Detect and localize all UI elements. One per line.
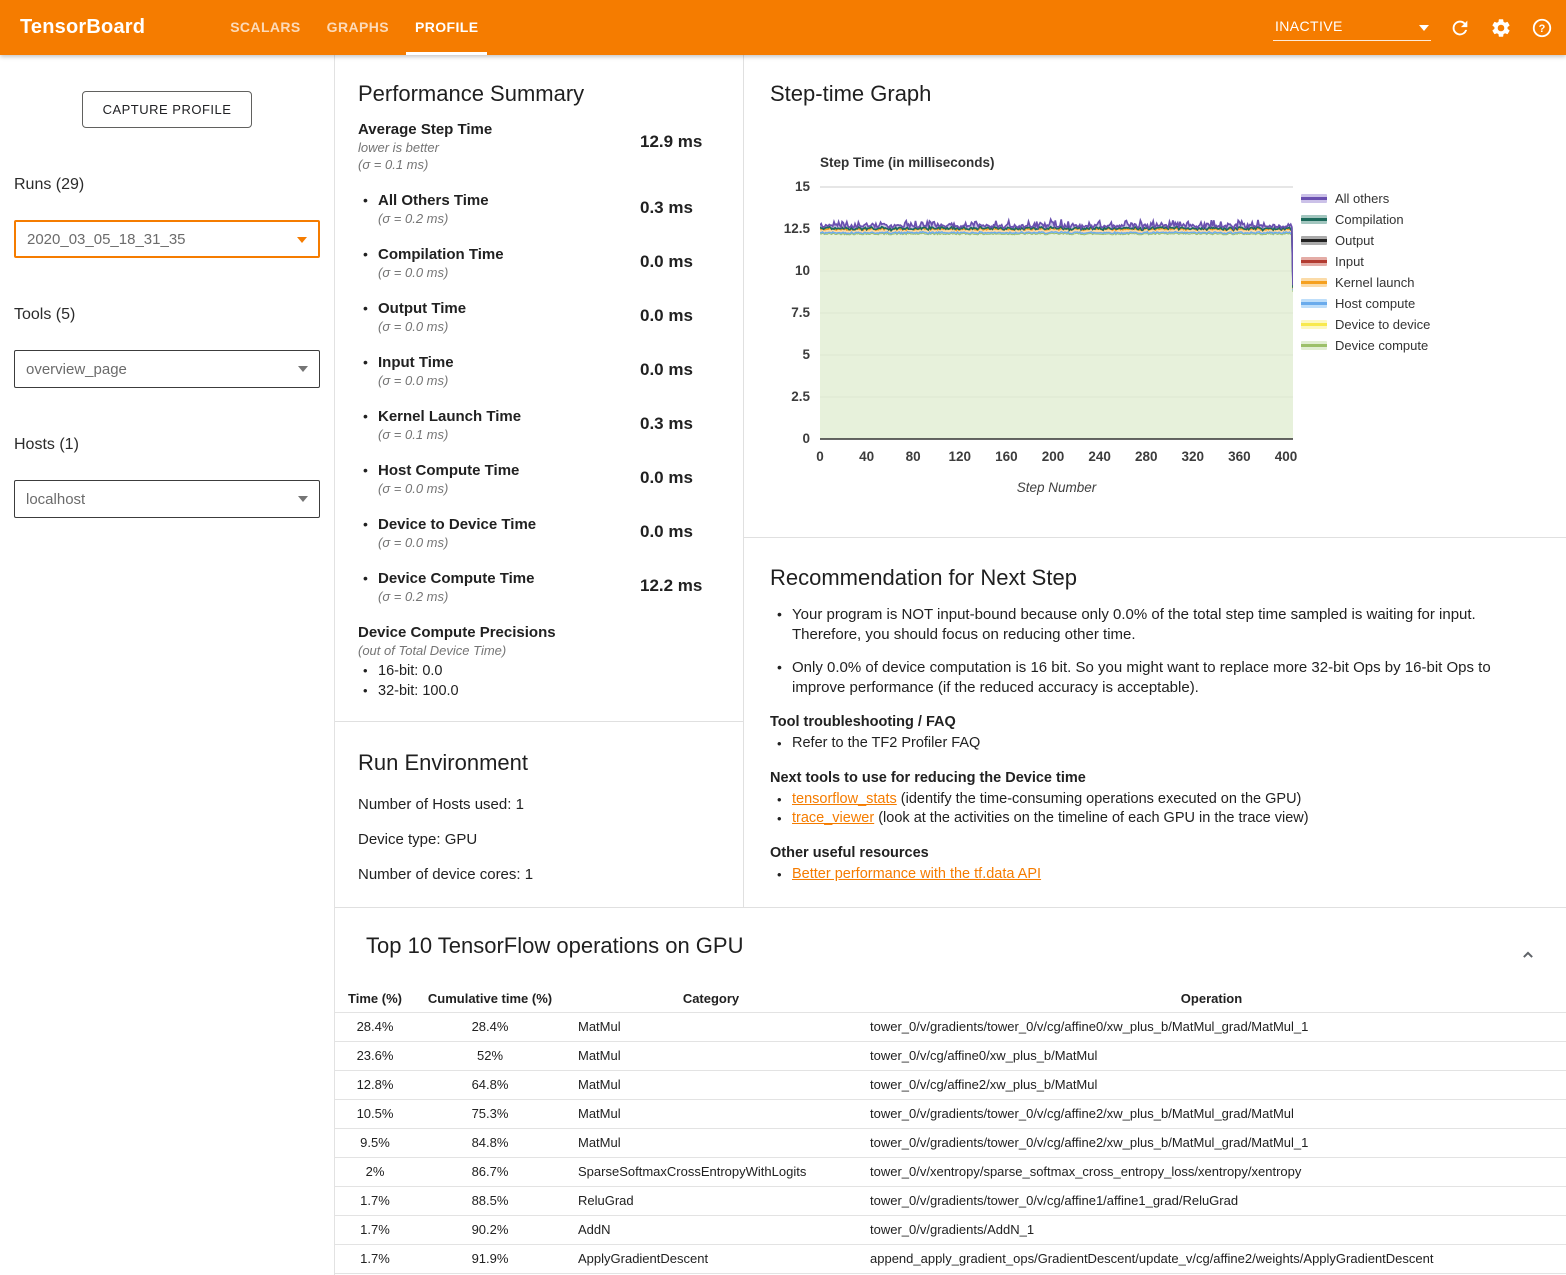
- metric-row: [358, 515, 743, 551]
- cell-category: MatMul: [565, 1070, 857, 1099]
- recommendation-list: [770, 790, 1536, 828]
- step-time-chart: [744, 150, 1566, 530]
- capture-profile-button[interactable]: CAPTURE PROFILE: [82, 91, 253, 128]
- metric-value: 0.0 ms: [640, 360, 693, 379]
- metric-label: Device to Device Time: [378, 516, 537, 533]
- legend-item: [1301, 230, 1430, 251]
- step-time-graph-title: Step-time Graph: [770, 81, 932, 106]
- cell-operation: tower_0/v/cg/affine0/xw_plus_b/MatMul: [857, 1041, 1566, 1070]
- cell-category: MatMul: [565, 1128, 857, 1157]
- bullet: •: [363, 300, 368, 316]
- hosts-label: Hosts (1): [14, 436, 79, 453]
- metric-label: Output Time: [378, 300, 467, 317]
- status-dropdown-value: INACTIVE: [1275, 18, 1343, 34]
- tools-select[interactable]: [14, 350, 320, 388]
- cell-cumulative-time: 75.3%: [415, 1099, 565, 1128]
- metric-sigma: (σ = 0.0 ms): [378, 319, 449, 334]
- recommendation-item: [770, 734, 1536, 753]
- run-environment-line: Number of Hosts used: 1: [358, 796, 524, 813]
- table-row: [335, 1070, 1566, 1099]
- y-axis-tick-label: 7.5: [791, 305, 810, 320]
- y-axis-tick-label: 0: [802, 431, 810, 446]
- cell-cumulative-time: 86.7%: [415, 1157, 565, 1186]
- x-axis-tick-label: 120: [948, 449, 972, 464]
- legend-label: Kernel launch: [1335, 275, 1415, 290]
- cell-cumulative-time: 64.8%: [415, 1070, 565, 1099]
- top-ops-section: [335, 908, 1566, 1274]
- legend-swatch: [1301, 320, 1327, 329]
- metric-value: 0.3 ms: [640, 414, 693, 433]
- metric-note: lower is better: [358, 140, 439, 155]
- metric-row: [358, 245, 743, 281]
- metric-value: 0.0 ms: [640, 522, 693, 541]
- legend-item: [1301, 251, 1430, 272]
- x-axis-tick-label: 240: [1088, 449, 1111, 464]
- recommendation-link[interactable]: tensorflow_stats: [792, 791, 897, 807]
- table-column-header: Cumulative time (%): [415, 985, 565, 1012]
- x-axis-tick-label: 40: [859, 449, 875, 464]
- metric-sigma: (σ = 0.1 ms): [358, 157, 429, 172]
- cell-time: 1.7%: [335, 1186, 415, 1215]
- legend-label: Compilation: [1335, 212, 1404, 227]
- top-ops-title: Top 10 TensorFlow operations on GPU: [366, 933, 744, 958]
- legend-swatch: [1301, 257, 1327, 266]
- legend-item: [1301, 188, 1430, 209]
- legend-swatch: [1301, 341, 1327, 350]
- metric-label: Average Step Time: [358, 121, 493, 138]
- app-title: TensorBoard: [20, 16, 146, 38]
- list-item: • 16-bit: 0.0: [358, 661, 743, 681]
- runs-select-value: 2020_03_05_18_31_35: [27, 230, 186, 248]
- cell-cumulative-time: 90.2%: [415, 1215, 565, 1244]
- run-environment-line: Device type: GPU: [358, 831, 478, 848]
- y-axis-tick-label: 5: [802, 347, 810, 362]
- metric-sigma: (σ = 0.0 ms): [378, 265, 449, 280]
- app-header: [0, 0, 1566, 55]
- tab-profile[interactable]: PROFILE: [402, 0, 491, 55]
- collapse-chevron-up-icon[interactable]: [1516, 943, 1540, 967]
- tools-select-value: overview_page: [26, 360, 127, 378]
- legend-item: [1301, 293, 1430, 314]
- legend-label: Input: [1335, 254, 1364, 269]
- y-axis-tick-label: 10: [794, 263, 810, 278]
- y-axis-tick-label: 15: [794, 179, 810, 194]
- cell-time: 2%: [335, 1157, 415, 1186]
- legend-item: [1301, 272, 1430, 293]
- recommendation-item: [770, 790, 1536, 809]
- cell-cumulative-time: 88.5%: [415, 1186, 565, 1215]
- table-row: [335, 1128, 1566, 1157]
- cell-category: MatMul: [565, 1099, 857, 1128]
- cell-operation: tower_0/v/gradients/tower_0/v/cg/affine2/xw_plus_b/MatMul_grad/MatMul: [857, 1099, 1566, 1128]
- metric-label: Compilation Time: [378, 246, 504, 263]
- tools-label: Tools (5): [14, 306, 76, 323]
- metric-label: Host Compute Time: [378, 462, 520, 479]
- cell-category: AddN: [565, 1215, 857, 1244]
- cell-operation: tower_0/v/xentropy/sparse_softmax_cross_entropy_loss/xentropy/xentropy: [857, 1157, 1566, 1186]
- performance-summary-title: Performance Summary: [358, 81, 585, 106]
- hosts-select[interactable]: [14, 480, 320, 518]
- metric-sigma: (σ = 0.0 ms): [378, 535, 449, 550]
- legend-label: Device compute: [1335, 338, 1429, 353]
- bullet: •: [363, 354, 368, 370]
- metric-sigma: (σ = 0.0 ms): [378, 481, 449, 496]
- metric-value: 0.0 ms: [640, 306, 693, 325]
- metric-value: 12.2 ms: [640, 576, 703, 595]
- recommendation-list: [770, 734, 1536, 753]
- hosts-select-value: localhost: [26, 490, 86, 508]
- x-axis-title: Step Number: [1016, 480, 1097, 495]
- legend-swatch: [1301, 194, 1327, 203]
- average-step-time-row: [358, 120, 743, 173]
- metric-row: [358, 407, 743, 443]
- metric-label: Device Compute Time: [378, 570, 535, 587]
- metric-value: 0.0 ms: [640, 252, 693, 271]
- table-header-row: [335, 985, 1566, 1012]
- cell-time: 23.6%: [335, 1041, 415, 1070]
- cell-cumulative-time: 91.9%: [415, 1244, 565, 1273]
- cell-cumulative-time: 52%: [415, 1041, 565, 1070]
- x-axis-tick-label: 400: [1274, 449, 1298, 464]
- bullet: •: [363, 408, 368, 424]
- cell-operation: tower_0/v/gradients/tower_0/v/cg/affine0/xw_plus_b/MatMul_grad/MatMul_1: [857, 1012, 1566, 1041]
- metric-row: [358, 569, 743, 605]
- precisions-note: (out of Total Device Time): [358, 643, 507, 658]
- legend-swatch: [1301, 215, 1327, 224]
- table-row: [335, 1244, 1566, 1273]
- bullet: •: [363, 570, 368, 586]
- runs-label: Runs (29): [14, 176, 85, 193]
- table-column-header: Operation: [857, 985, 1566, 1012]
- metric-row: [358, 353, 743, 389]
- recommendation-subheading: Other useful resources: [770, 845, 929, 861]
- metric-sigma: (σ = 0.2 ms): [378, 589, 449, 604]
- metric-label: Kernel Launch Time: [378, 408, 522, 425]
- cell-operation: tower_0/v/gradients/AddN_1: [857, 1215, 1566, 1244]
- bullet: •: [363, 192, 368, 208]
- step-time-graph-section: [744, 55, 1566, 538]
- recommendation-title: Recommendation for Next Step: [770, 565, 1077, 590]
- metric-row: [358, 191, 743, 227]
- header-controls: [1273, 0, 1554, 55]
- recommendation-subsections: [770, 713, 1536, 884]
- metric-label: Input Time: [378, 354, 454, 371]
- legend-swatch: [1301, 278, 1327, 287]
- run-environment-title: Run Environment: [358, 750, 528, 775]
- recommendation-subheading: Next tools to use for reducing the Device time: [770, 770, 1086, 786]
- chevron-down-icon: [298, 366, 308, 372]
- legend-swatch: [1301, 299, 1327, 308]
- metric-list: [358, 191, 743, 605]
- performance-summary-section: [335, 55, 743, 722]
- x-axis-tick-label: 360: [1228, 449, 1251, 464]
- recommendation-section: [744, 538, 1566, 884]
- recommendation-item: [770, 809, 1536, 828]
- cell-time: 1.7%: [335, 1215, 415, 1244]
- status-dropdown[interactable]: [1273, 14, 1431, 41]
- x-axis-tick-label: 200: [1041, 449, 1065, 464]
- bullet: •: [363, 246, 368, 262]
- cell-cumulative-time: 84.8%: [415, 1128, 565, 1157]
- cell-category: MatMul: [565, 1012, 857, 1041]
- cell-time: 1.7%: [335, 1244, 415, 1273]
- cell-operation: tower_0/v/gradients/tower_0/v/cg/affine1/affine1_grad/ReluGrad: [857, 1186, 1566, 1215]
- recommendation-link[interactable]: trace_viewer: [792, 810, 875, 826]
- cell-operation: tower_0/v/cg/affine2/xw_plus_b/MatMul: [857, 1070, 1566, 1099]
- stacked-area-chart: [820, 185, 1293, 441]
- cell-category: ApplyGradientDescent: [565, 1244, 857, 1273]
- metric-sigma: (σ = 0.1 ms): [378, 427, 449, 442]
- y-axis-tick-label: 12.5: [783, 221, 810, 236]
- table-row: [335, 1186, 1566, 1215]
- recommendation-bullets: [770, 605, 1536, 697]
- metric-label: All Others Time: [378, 192, 489, 209]
- metric-sigma: (σ = 0.0 ms): [378, 373, 449, 388]
- cell-time: 10.5%: [335, 1099, 415, 1128]
- cell-operation: append_apply_gradient_ops/GradientDescent/update_v/cg/affine2/weights/ApplyGradientDescent: [857, 1244, 1566, 1273]
- table-row: [335, 1099, 1566, 1128]
- top-ops-table: [335, 985, 1566, 1274]
- x-axis-tick-label: 320: [1181, 449, 1205, 464]
- recommendation-item-text: Refer to the TF2 Profiler FAQ: [792, 735, 981, 751]
- metric-value: 0.3 ms: [640, 198, 693, 217]
- precisions-list: [358, 661, 743, 701]
- cell-time: 12.8%: [335, 1070, 415, 1099]
- recommendation-subheading: Tool troubleshooting / FAQ: [770, 714, 956, 730]
- cell-time: 9.5%: [335, 1128, 415, 1157]
- legend-item: [1301, 314, 1430, 335]
- recommendation-item-text: (look at the activities on the timeline of each GPU in the trace view): [874, 810, 1309, 826]
- tab-scalars[interactable]: SCALARS: [230, 19, 301, 35]
- bullet: •: [363, 516, 368, 532]
- legend-item: [1301, 335, 1430, 356]
- run-environment-section: [335, 722, 743, 884]
- metric-sigma: (σ = 0.2 ms): [378, 211, 449, 226]
- list-item: • 32-bit: 100.0: [358, 681, 743, 701]
- legend-label: Host compute: [1335, 296, 1416, 311]
- bullet: •: [363, 462, 368, 478]
- table-row: [335, 1041, 1566, 1070]
- list-item: • Your program is NOT input-bound because only 0.0% of the total step time sampled is waiting for input. Therefore, you should focus on reducing other time.: [770, 605, 1530, 644]
- y-axis-tick-label: 2.5: [791, 389, 810, 404]
- settings-gear-icon[interactable]: [1489, 16, 1513, 40]
- table-row: [335, 1157, 1566, 1186]
- cell-cumulative-time: 28.4%: [415, 1012, 565, 1041]
- precisions-title: Device Compute Precisions: [358, 624, 556, 641]
- metric-row: [358, 299, 743, 335]
- chevron-down-icon: [298, 496, 308, 502]
- runs-select[interactable]: [14, 220, 320, 258]
- table-column-header: Time (%): [335, 985, 415, 1012]
- chevron-down-icon: [297, 237, 307, 243]
- recommendation-item: [770, 865, 1536, 884]
- recommendation-link[interactable]: Better performance with the tf.data API: [792, 866, 1042, 882]
- list-item: • Only 0.0% of device computation is 16 bit. So you might want to replace more 32-bit Ops by 16-bit Ops to improve performance (if the reduced accuracy is acceptable).: [770, 658, 1530, 697]
- legend-item: [1301, 209, 1430, 230]
- help-icon[interactable]: [1530, 16, 1554, 40]
- chevron-down-icon: [1419, 25, 1429, 31]
- cell-category: MatMul: [565, 1041, 857, 1070]
- x-axis-tick-label: 280: [1134, 449, 1158, 464]
- recommendation-item-text: (identify the time-consuming operations executed on the GPU): [896, 791, 1302, 807]
- chart-title: Step Time (in milliseconds): [820, 155, 995, 170]
- refresh-icon[interactable]: [1448, 16, 1472, 40]
- metric-value: 12.9 ms: [640, 132, 703, 151]
- sidebar: [0, 55, 335, 1275]
- legend-swatch: [1301, 236, 1327, 245]
- x-axis-tick-label: 0: [816, 449, 824, 464]
- tab-graphs[interactable]: GRAPHS: [326, 19, 389, 35]
- legend-label: All others: [1335, 191, 1390, 206]
- cell-category: ReluGrad: [565, 1186, 857, 1215]
- table-row: [335, 1215, 1566, 1244]
- legend-label: Output: [1335, 233, 1375, 248]
- main-tabs: [217, 0, 491, 55]
- chart-legend: [1301, 188, 1430, 356]
- run-environment-line: Number of device cores: 1: [358, 866, 534, 883]
- run-environment-lines: [358, 796, 743, 884]
- metric-row: [358, 461, 743, 497]
- x-axis-tick-label: 80: [905, 449, 921, 464]
- recommendation-list: [770, 865, 1536, 884]
- x-axis-tick-label: 160: [995, 449, 1018, 464]
- cell-time: 28.4%: [335, 1012, 415, 1041]
- cell-category: SparseSoftmaxCrossEntropyWithLogits: [565, 1157, 857, 1186]
- table-column-header: Category: [565, 985, 857, 1012]
- svg-text:?: ?: [1538, 22, 1546, 35]
- legend-label: Device to device: [1335, 317, 1431, 332]
- cell-operation: tower_0/v/gradients/tower_0/v/cg/affine2/xw_plus_b/MatMul_grad/MatMul_1: [857, 1128, 1566, 1157]
- metric-value: 0.0 ms: [640, 468, 693, 487]
- table-row: [335, 1012, 1566, 1041]
